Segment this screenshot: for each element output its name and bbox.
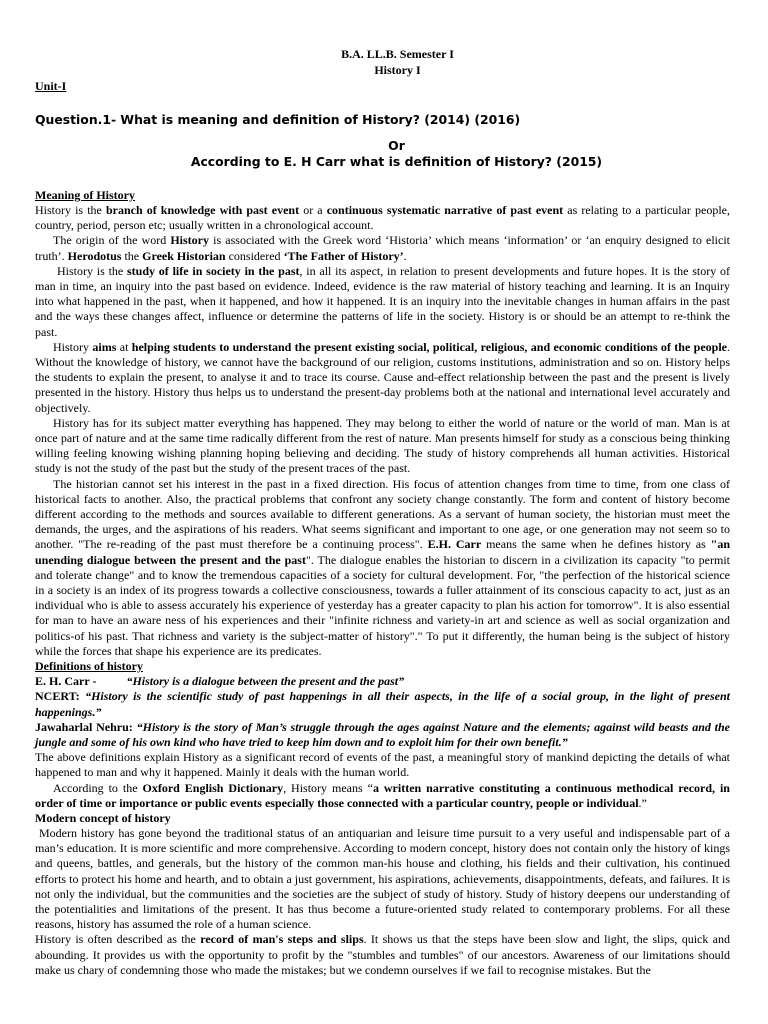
modern-paragraph-2: History is often described as the record of man's steps and slips. It shows us that the steps have been slow and light, the slips, quick and abounding. It provides us with the opportunity to profit by the "stumbles and tumbles" of our ancestors. Awareness of our limitations should make us chary of condemning those who made the mistakes; but we condemn ourselves if we fail to recognise mistakes. But the [35, 932, 731, 977]
modern-paragraph-1: Modern history has gone beyond the traditional status of an antiquarian and leisure time pursuit to a very useful and indispensable part of a man’s education. It is more scientific and more comprehensive. According to modern concept, history does not contain only the history of kings and queens, battles, and generals, but the history of the common man-his house and clothing, his fields and their cultivation, his continued efforts to protect his home and hearth, and to obtain a just government, his aspirations, achievements, disappointments, defeats, and failures. It is not only the individual, but the communities and the societies are the subject of study of history. Study of history deepens our understanding of the potentialities and limitations of the present. It has thus become a future-oriented study related to contemporary problems. For all these reasons, history has assumed the role of a human science. [35, 825, 730, 932]
definition-ncert: NCERT: “History is the scientific study of past happenings in all their aspects, in the life of a social group, in the light of present happenings.” [35, 689, 730, 719]
meaning-paragraph-4: History aims at helping students to understand the present existing social, political, religious, and economic conditions of the people. Without the knowledge of history, we cannot have the background of our religion, customs institutions, administration and so on. History helps the students to explain the present, to analyse it and to trace its course. Cause and-effect relationship between the past and the present is lively presented in the history. History thus helps us to understand the present-day problems both at the national and international level accurately and objectively. [35, 339, 730, 415]
meaning-paragraph-6: The historian cannot set his interest in the past in a fixed direction. His focus of attention changes from time to time, from one class of historical facts to another. Also, the practical problems that confront any society change constantly. The form and content of history become different according to the methods and sources available to different generations. As a servant of human society, the historian must meet the demands, the urges, and the aspirations of his readers. What seems significant and important to one age, or one generation may not seem so to another. "The re-reading of the past must therefore be a continuing process". E.H. Carr means the same when he defines history as "an unending dialogue between the present and the past". The dialogue enables the historian to discern in a civilization its capacity "to permit and tolerate change" and to know the tremendous capacities of a society for cultural development. For, "the perfection of the historical science in a society is an index of its progress towards a collective consciousness, towards a fuller attainment of its conscious capacity to act, just as an individual who is able to assess accurately his experience of yesterday has a greater capacity to plan his action for tomorrow". It is also essential for man to have an aware ness of his experiences and their "infinite richness and variety-in art and science as well as social organization and politics-of his past. That richness and variety is the subject-matter of history"." To put it differently, the human being is the subject of history while the forces that shape his experience are its predicates. [35, 476, 731, 658]
question-1: Question.1- What is meaning and definition of History? (2014) (2016) [35, 112, 521, 127]
meaning-paragraph-1: History is the branch of knowledge with past event or a continuous systematic narrative of past event as relating to a particular people, country, period, person etc; usually written in a chronological account. [35, 203, 730, 233]
unit-heading: Unit-I [35, 79, 67, 93]
definitions-heading: Definitions of history [35, 659, 143, 674]
definition-nehru: Jawaharlal Nehru: “History is the story of Man’s struggle through the ages against Nature and the elements; against wild beasts and the jungle and some of his own kind who have tried to keep him down and to exploit him for their own benefit.” [35, 719, 731, 749]
modern-heading: Modern concept of history [35, 810, 171, 825]
meaning-paragraph-3: History is the study of life in society in the past, in all its aspect, in relation to present developments and future hopes. It is the story of man in time, an inquiry into the past based on evidence. Indeed, evidence is the raw material of history teaching and learning. It is an Inquiry into what happened in the past, when it happened, and how it happened. It is an inquiry into the inevitable changes in human affairs in the past and the ways these changes affect, influence or determine the patterns of life in the society. History is or should be an attempt to re-think the past. [35, 263, 730, 339]
question-2: According to E. H Carr what is definition of History? (2015) [190, 154, 603, 169]
definition-carr: E. H. Carr - “History is a dialogue between the present and the past” [35, 674, 405, 689]
definitions-summary: The above definitions explain History as a significant record of events of the past, a meaningful story of mankind depicting the details of what happened to man and why it happened. Mainly it deals with the human world. [35, 750, 730, 780]
subject-title: History I [374, 63, 421, 77]
meaning-heading: Meaning of History [35, 188, 135, 202]
meaning-paragraph-2: The origin of the word History is associated with the Greek word ‘Historia’ which means ‘information’ or ‘an enquiry designed to elicit truth’. Herodotus the Greek Historian considered ‘The Father of History’. [35, 233, 730, 263]
question-or: Or [388, 138, 405, 153]
course-title: B.A. LL.B. Semester I [341, 47, 454, 61]
meaning-paragraph-5: History has for its subject matter everything has happened. They may belong to either the world of nature or the world of man. Man is at once part of nature and at the same time radically different from the rest of nature. Man presents himself for study as a conscious being thinking willing feeling knowing wishing planning hoping believing and deciding. The study of history comprehends all human activities. Historical study is not the study of the past but the study of the present traces of the past. [35, 415, 730, 476]
definition-oxford: According to the Oxford English Dictionary, History means “a written narrative constituting a continuous methodical record, in order of time or importance or public events especially those connected with a particular country, people or individual.” [35, 780, 730, 810]
